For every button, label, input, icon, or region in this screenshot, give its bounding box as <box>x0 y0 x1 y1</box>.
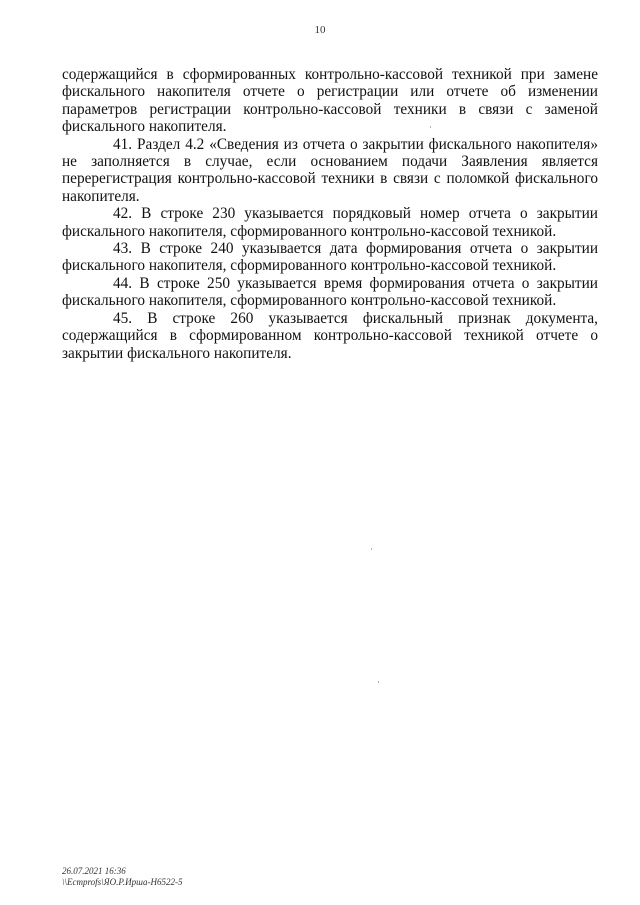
document-body <box>62 66 598 362</box>
paragraph-41: 41. Раздел 4.2 «Сведения из отчета о закрытии фискального накопителя» не заполняется в случае, если основанием подачи Заявления является перерегистрация контрольно-кассовой техники в связи с поломкой фискального накопителя. <box>62 135 598 205</box>
paragraph-42: 42. В строке 230 указывается порядковый номер отчета о закрытии фискального накопителя, сформированного контрольно-кассовой техникой. <box>62 205 598 240</box>
document-footer <box>62 866 182 888</box>
paragraph-44: 44. В строке 250 указывается время формирования отчета о закрытии фискального накопителя, сформированного контрольно-кассовой техникой. <box>62 274 598 310</box>
scan-speck <box>430 126 431 128</box>
paragraph-45: 45. В строке 260 указывается фискальный признак документа, содержащийся в сформированном контрольно-кассовой техникой отчете о закрытии фискального накопителя. <box>62 309 598 362</box>
scan-speck <box>378 681 379 683</box>
paragraph-43: 43. В строке 240 указывается дата формирования отчета о закрытии фискального накопителя, сформированного контрольно-кассовой техникой. <box>62 240 598 275</box>
page-number: 10 <box>314 24 326 36</box>
scan-speck <box>371 548 372 550</box>
paragraph-continuation: содержащийся в сформированных контрольно-кассовой техникой при замене фискального накопителя отчете о регистрации или отчете об изменении параметров регистрации контрольно-кассовой техники в связи с заменой фискального накопителя. <box>62 66 598 136</box>
footer-timestamp: 26.07.2021 16:36 <box>62 866 126 876</box>
footer-file-path: \\Ecmprofs\ЯО.Р.Ирша-Н6522-5 <box>62 877 183 887</box>
